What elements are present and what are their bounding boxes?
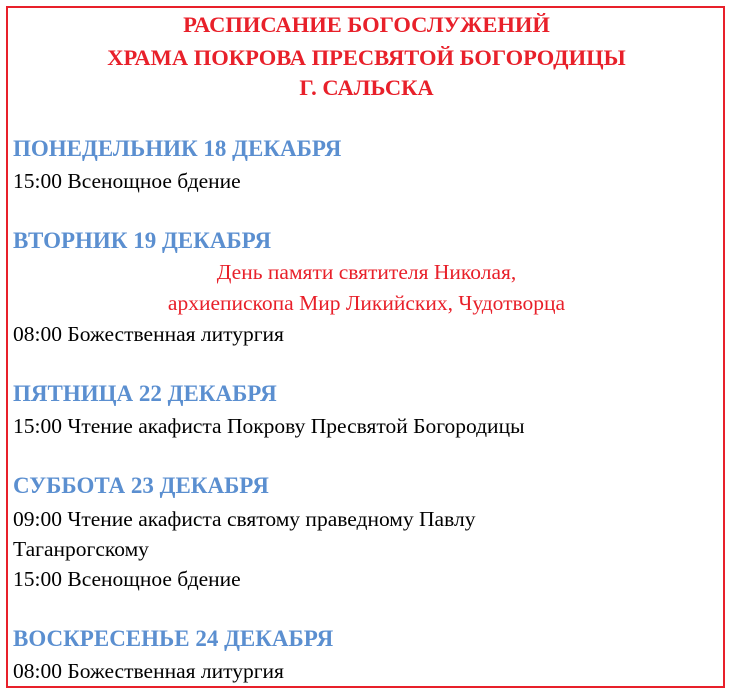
header-line-3: Г. САЛЬСКА (299, 75, 434, 100)
day-heading-monday: ПОНЕДЕЛЬНИК 18 ДЕКАБРЯ (13, 136, 342, 161)
service-saturday-1-cont: Таганрогскому (13, 537, 149, 561)
service-monday-1: 15:00 Всенощное бдение (13, 169, 241, 193)
header-line-1: РАСПИСАНИЕ БОГОСЛУЖЕНИЙ (183, 12, 550, 37)
feast-line-1: День памяти святителя Николая, (216, 260, 517, 284)
service-friday-1: 15:00 Чтение акафиста Покрову Пресвятой Богородицы (13, 414, 525, 438)
service-saturday-2: 15:00 Всенощное бдение (13, 567, 241, 591)
feast-line-2: архиепископа Мир Ликийских, Чудотворца (167, 291, 566, 315)
day-heading-sunday: ВОСКРЕСЕНЬЕ 24 ДЕКАБРЯ (13, 626, 334, 651)
header-line-2: ХРАМА ПОКРОВА ПРЕСВЯТОЙ БОГОРОДИЦЫ (107, 45, 626, 70)
day-heading-friday: ПЯТНИЦА 22 ДЕКАБРЯ (13, 381, 277, 406)
day-heading-tuesday: ВТОРНИК 19 ДЕКАБРЯ (13, 228, 272, 253)
service-saturday-1: 09:00 Чтение акафиста святому праведному Павлу (13, 507, 476, 531)
day-heading-saturday: СУББОТА 23 ДЕКАБРЯ (13, 473, 269, 498)
service-sunday-1: 08:00 Божественная литургия (13, 659, 284, 683)
service-tuesday-1: 08:00 Божественная литургия (13, 322, 284, 346)
